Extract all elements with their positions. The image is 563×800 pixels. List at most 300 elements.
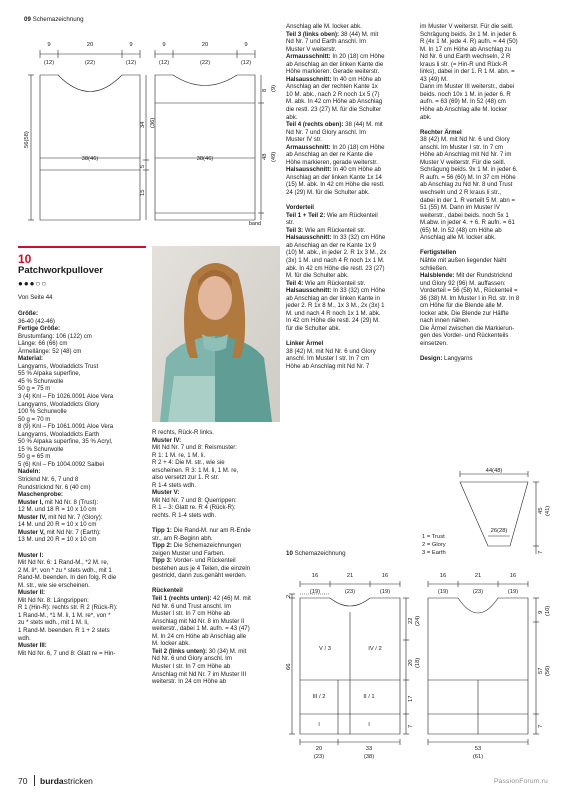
text-line-body: 24 (29) M. für die Schulter abk. bbox=[286, 189, 370, 197]
text-line-body: Anschlag alle M. locker abk. bbox=[420, 234, 496, 242]
text-line bbox=[286, 38, 414, 46]
piece-v3: V / 3 bbox=[319, 646, 331, 652]
text-line-bold: Armausschnitt: bbox=[286, 143, 331, 151]
text-line-body: Mit der Rundstricknd bbox=[454, 272, 513, 280]
text-line-body: In 33 (32) cm Höhe bbox=[331, 287, 386, 295]
text-line bbox=[286, 98, 414, 106]
text-line bbox=[152, 648, 280, 656]
text-line bbox=[286, 181, 414, 189]
dim-10-f-t1b: (19) bbox=[309, 589, 321, 595]
pattern-number: 10 bbox=[18, 252, 32, 266]
text-line-body: 13 M. und 20 R = 10 x 10 cm bbox=[18, 536, 97, 544]
schematic-10-heading bbox=[286, 550, 346, 557]
text-line-body: Die Ärmel zwischen die Markierun- bbox=[420, 324, 515, 332]
text-line-body: Rundstricknd Nr. 6 (40 cm) bbox=[18, 483, 91, 491]
text-line-body: 50 g = 75 m bbox=[18, 385, 51, 393]
dim-09-b-b2: (22) bbox=[199, 60, 211, 66]
text-line bbox=[420, 106, 550, 114]
text-line-body: weiterstr., dabei beids. noch 5x 1 bbox=[420, 211, 509, 219]
text-line bbox=[152, 655, 280, 663]
text-line bbox=[18, 574, 146, 582]
text-line-body: wechseln und 2 R kraus li str., bbox=[420, 189, 501, 197]
text-line-body: gestrickt, dann zus.genäht werden. bbox=[152, 572, 247, 580]
dim-09-height: 56(58) bbox=[24, 131, 30, 148]
text-line-bold: Teil 2 (links unten): bbox=[152, 647, 208, 655]
text-line bbox=[18, 514, 146, 522]
text-line-bold: Halsausschnitt: bbox=[286, 166, 332, 174]
text-line-body: In 40 cm Höhe ab bbox=[331, 75, 382, 83]
text-line bbox=[152, 610, 280, 618]
text-line-body: erscheinen. R 3: 1 M. li, 1 M. re, bbox=[152, 466, 239, 474]
text-line-body: str. bbox=[286, 219, 295, 227]
text-line-body: jeder 2. R 1x 8 M., 1x 3 M., 2x (3x) 1 bbox=[286, 302, 385, 310]
text-line-bold: Material: bbox=[18, 355, 44, 363]
text-line-body: 50 g = 65 m bbox=[18, 453, 51, 461]
text-line-bold: Nadeln: bbox=[18, 468, 41, 476]
text-line bbox=[286, 325, 414, 333]
text-line bbox=[286, 151, 414, 159]
text-line-bold: Muster V: bbox=[152, 489, 180, 497]
text-line-body bbox=[420, 242, 422, 249]
text-line bbox=[152, 678, 280, 686]
text-line bbox=[286, 348, 414, 356]
dim-10-57: 57 bbox=[538, 667, 544, 674]
text-line bbox=[18, 544, 146, 552]
text-line-body bbox=[286, 197, 288, 204]
dim-10-56: (56) bbox=[545, 665, 551, 676]
text-line bbox=[286, 53, 414, 61]
text-line-body: M. für die Schulter abk. bbox=[286, 272, 349, 280]
text-line bbox=[18, 597, 146, 605]
text-line bbox=[420, 332, 550, 340]
text-line-body: und Glory 92 (96) M. auffassen: bbox=[420, 279, 506, 287]
text-line bbox=[18, 619, 146, 627]
text-line bbox=[420, 204, 550, 212]
schematic-09-drawing bbox=[18, 8, 280, 238]
dim-10-b-t3b: (19) bbox=[507, 589, 519, 595]
text-line bbox=[18, 506, 146, 514]
text-line-body: R 1: 1 M. re, 1 M. li. bbox=[152, 451, 206, 459]
dim-09-b-a2: (12) bbox=[158, 60, 170, 66]
text-line-bold: Design: bbox=[420, 355, 443, 363]
text-line-body: Mit Nd Nr. 7 und 8: Reismuster: bbox=[152, 444, 238, 452]
text-line bbox=[18, 325, 146, 333]
sleeve-top-width: 44(48) bbox=[485, 468, 503, 474]
text-line-body: Nd Nr. 7 und Glory anschl. Im bbox=[286, 128, 366, 136]
dim-10-f-b2: 33 bbox=[365, 746, 373, 752]
text-line bbox=[152, 535, 280, 543]
text-line-body: Länge: 66 (66) cm bbox=[18, 340, 68, 348]
text-line bbox=[420, 265, 550, 273]
dim-09-f-a2: (12) bbox=[43, 60, 55, 66]
text-line-body: Muster I str. In 7 cm Höhe ab bbox=[152, 662, 231, 670]
text-line bbox=[420, 121, 550, 129]
sleeve-bottom-width: 26(28) bbox=[490, 528, 508, 534]
dim-10-f-t3b: (19) bbox=[379, 589, 391, 595]
text-line-body: Nd Nr. 6 und Earth wechseln, 2 R bbox=[420, 53, 511, 61]
text-line-body: 36-40 (42-46) bbox=[18, 317, 55, 325]
text-line bbox=[152, 489, 280, 497]
text-line bbox=[420, 91, 550, 99]
text-line bbox=[18, 408, 146, 416]
dim-10-17: 17 bbox=[408, 695, 414, 702]
text-line-body: M. und nach 4 R noch 1x 1 M. abk. bbox=[286, 309, 381, 317]
text-line-body: Stricknd Nr. 6, 7 und 8 bbox=[18, 476, 79, 484]
text-line-body: abk. In 42 cm Höhe die restl. 23 (27) bbox=[286, 264, 385, 272]
text-line bbox=[420, 272, 550, 280]
text-line-body: 30 (34) M. mit bbox=[207, 647, 247, 655]
dim-10-b-t1b: (19) bbox=[437, 589, 449, 595]
legend-glory: 2 = Glory bbox=[422, 542, 446, 548]
text-line-body: Anschlag alle M. locker abk. bbox=[286, 23, 362, 30]
dim-10-18: (18) bbox=[415, 657, 421, 668]
schematic-10-drawing bbox=[286, 562, 552, 762]
text-line bbox=[18, 333, 146, 341]
text-line bbox=[286, 242, 414, 250]
text-line-body: dabei in der 1. R verteilt 5 M. abn = bbox=[420, 196, 516, 204]
text-line bbox=[152, 504, 280, 512]
text-line-bold: Muster III: bbox=[18, 642, 47, 650]
text-line bbox=[18, 612, 146, 620]
dim-09-5: 5 bbox=[140, 164, 146, 168]
text-line-body: M. abk. In 42 cm Höhe ab Anschlag bbox=[286, 98, 383, 106]
text-line bbox=[18, 468, 146, 476]
text-line bbox=[18, 582, 146, 590]
text-line bbox=[286, 317, 414, 325]
model-photo bbox=[152, 246, 280, 422]
text-line bbox=[286, 129, 414, 137]
text-line bbox=[152, 663, 280, 671]
text-line-body: Wie am Rückenteil str. bbox=[303, 226, 366, 234]
text-line bbox=[420, 340, 550, 348]
text-line-body: 10 M. abk., nach 2 R noch 1x 5 (7) bbox=[286, 90, 380, 98]
text-line bbox=[420, 174, 550, 182]
text-line-bold: Fertigstellen bbox=[420, 249, 457, 257]
text-line bbox=[18, 642, 146, 650]
text-line bbox=[18, 635, 146, 643]
text-line bbox=[18, 627, 146, 635]
text-line-body: weiterstr. In 24 cm Höhe ab bbox=[152, 678, 227, 686]
dim-10-66: 66 bbox=[286, 663, 292, 670]
text-line bbox=[420, 129, 550, 137]
text-line bbox=[152, 671, 280, 679]
text-line bbox=[420, 23, 550, 31]
text-line bbox=[286, 355, 414, 363]
text-line bbox=[420, 197, 550, 205]
dim-10-f-t1: 16 bbox=[311, 573, 319, 579]
dim-10-f-b2b: (38) bbox=[363, 754, 375, 760]
text-line bbox=[286, 76, 414, 84]
text-line bbox=[420, 83, 550, 91]
legend-earth: 3 = Earth bbox=[422, 550, 446, 556]
dim-10-b-7: 7 bbox=[538, 724, 544, 728]
text-line-body: M. In 17 cm Höhe ab Anschlag zu bbox=[420, 45, 512, 53]
text-line bbox=[152, 587, 280, 595]
sleeve-length-41: (41) bbox=[545, 505, 551, 516]
text-line bbox=[18, 401, 146, 409]
dim-10-9: 9 bbox=[538, 610, 544, 614]
text-line bbox=[18, 378, 146, 386]
dim-10-2: 2 bbox=[286, 594, 292, 598]
dim-09-f-c: 9 bbox=[129, 42, 133, 48]
piece-iv2: IV / 2 bbox=[368, 646, 382, 652]
dim-10-f-b1b: (23) bbox=[313, 754, 325, 760]
text-line-body: einsetzen. bbox=[420, 339, 448, 347]
text-line bbox=[420, 242, 550, 250]
text-line-body: Nd Nr. 7 und Earth anschl. Im bbox=[286, 38, 366, 46]
text-line bbox=[286, 23, 414, 31]
text-line bbox=[152, 437, 280, 445]
text-line-body: (15) M. abk. In 42 cm Höhe die restl. bbox=[286, 181, 385, 189]
text-line-body: Nähte mit außen liegender Naht bbox=[420, 256, 507, 264]
text-line-body: 38 (44) M. mit bbox=[343, 121, 383, 129]
text-line bbox=[152, 482, 280, 490]
text-line-body: Mit Nd Nr. 6: 1 Rand-M., *2 M. re, bbox=[18, 559, 109, 567]
text-line bbox=[286, 295, 414, 303]
text-line bbox=[152, 618, 280, 626]
text-line bbox=[420, 348, 550, 356]
text-line-body: 42 (46) M. mit bbox=[211, 595, 251, 603]
text-line-bold: Teil 1 (rechts unten): bbox=[152, 595, 212, 603]
text-line-body: M. In 24 cm Höhe ab Anschlag alle bbox=[152, 632, 247, 640]
text-line-body: mit Nd Nr. 7 (Glory): bbox=[46, 513, 103, 521]
text-line-body: M. str., wie sie erscheinen. bbox=[18, 581, 90, 589]
piece-i-b: I bbox=[368, 722, 370, 728]
dim-10-b-b1: 53 bbox=[474, 746, 482, 752]
dim-10-b-t2b: (23) bbox=[472, 589, 484, 595]
text-line bbox=[18, 536, 146, 544]
text-line bbox=[420, 355, 550, 363]
text-line-body: für die Schulter abk. bbox=[286, 324, 341, 332]
text-line bbox=[420, 53, 550, 61]
text-line bbox=[152, 550, 280, 558]
text-line bbox=[18, 604, 146, 612]
text-line-bold: Fertige Größe: bbox=[18, 325, 60, 333]
text-line-bold: Muster II: bbox=[18, 589, 46, 597]
text-line bbox=[18, 529, 146, 537]
text-line-body: cm Höhe für die Blende alle M. bbox=[420, 302, 504, 310]
schematic-09 bbox=[18, 8, 280, 238]
pattern-ref: Von Seite 44 bbox=[18, 294, 53, 301]
text-line-body: Muster V weiterstr. bbox=[286, 45, 337, 53]
text-line bbox=[286, 159, 414, 167]
text-line-body: R rechts, Rück-R links. bbox=[152, 429, 214, 436]
text-line-body: locker abk. Die Blende zur Hälfte bbox=[420, 309, 509, 317]
watermark: PassionForum.ru bbox=[494, 778, 548, 785]
text-line-bold: Halsausschnitt: bbox=[286, 287, 332, 295]
text-line-body: also versetzt zur 1. R str. bbox=[152, 474, 220, 482]
text-line bbox=[286, 219, 414, 227]
text-line bbox=[286, 363, 414, 371]
text-line bbox=[18, 461, 146, 469]
dim-10-10: (10) bbox=[545, 605, 551, 616]
text-line bbox=[286, 280, 414, 288]
text-line-body: 3 (4) Knl – Fb 1026.0091 Aloe Vera bbox=[18, 393, 114, 401]
dim-10-b-t1: 16 bbox=[439, 573, 447, 579]
text-line-body: str., am R-Beginn abh. bbox=[152, 534, 213, 542]
text-line-body: Brustumfang: 106 (122) cm bbox=[18, 332, 92, 340]
text-line-body: R 2 + 4: Die M. str., wie sie bbox=[152, 459, 225, 467]
text-line-bold: Vorderteil bbox=[286, 204, 314, 212]
legend-trust: 1 = Trust bbox=[422, 534, 445, 540]
text-line bbox=[18, 499, 146, 507]
text-line-body: abk. bbox=[286, 113, 298, 121]
text-line-body: Höhe ab Anschlag mit Nd Nr. 7 im bbox=[420, 151, 512, 159]
text-line bbox=[286, 227, 414, 235]
sleeve-schematic bbox=[420, 468, 550, 558]
dim-10-24: (24) bbox=[415, 615, 421, 626]
text-line-body: M. locker abk. bbox=[152, 640, 190, 648]
text-line-body: In 40 cm Höhe ab bbox=[331, 166, 382, 174]
text-line-body: Anschlag an der rechten Kante 1x bbox=[286, 83, 378, 91]
text-line bbox=[18, 438, 146, 446]
text-line-body: wdh. bbox=[18, 634, 31, 642]
sleeve-length-45: 45 bbox=[538, 507, 544, 514]
dim-09-48: 48 bbox=[262, 153, 268, 160]
text-line bbox=[152, 452, 280, 460]
brand-logo bbox=[40, 776, 93, 786]
text-line-body: Anschlag an der linken Kante 1x 14 bbox=[286, 173, 382, 181]
text-line-body: ab Anschlag an der linken Kante in bbox=[286, 294, 380, 302]
text-line bbox=[152, 444, 280, 452]
text-line bbox=[18, 446, 146, 454]
text-line bbox=[286, 204, 414, 212]
text-line-body: abk. bbox=[420, 113, 432, 121]
text-line-body: 1 Rand-M. beenden. R 1 + 2 stets bbox=[18, 626, 110, 634]
text-line bbox=[420, 189, 550, 197]
text-line-body: Dann im Muster III weiterstr., dabei bbox=[420, 83, 515, 91]
text-line bbox=[286, 332, 414, 340]
text-line-bold: Tipp 3: bbox=[152, 557, 172, 565]
dim-10-22: 22 bbox=[408, 617, 414, 624]
section-rule bbox=[18, 246, 146, 248]
dim-09-b-c: 9 bbox=[244, 42, 248, 48]
text-line-bold: Teil 3: bbox=[286, 226, 304, 234]
text-line bbox=[420, 166, 550, 174]
text-line bbox=[18, 318, 146, 326]
dim-09-36: (36) bbox=[150, 117, 156, 128]
text-line-body: bestehen aus je 4 Teilen, die einzeln bbox=[152, 564, 251, 572]
text-line-body: zeigen Muster und Farben. bbox=[152, 549, 225, 557]
text-line-body: nach innen nähen. bbox=[420, 317, 471, 325]
dim-09-34: 34 bbox=[140, 121, 146, 128]
text-line bbox=[286, 257, 414, 265]
text-line-bold: Maschenprobe: bbox=[18, 491, 64, 499]
text-line-body: 55 % Alpaka superfine, bbox=[18, 370, 81, 378]
text-line bbox=[420, 234, 550, 242]
text-line-body: R aufn. = 56 (60) M. In 37 cm Höhe bbox=[420, 173, 516, 181]
brand-bold: burda bbox=[40, 776, 64, 786]
text-line-body: Langyarns, Wooladdicts Earth bbox=[18, 430, 100, 438]
text-line bbox=[286, 31, 414, 39]
text-line bbox=[18, 340, 146, 348]
text-line-body bbox=[152, 580, 154, 587]
text-line-body: 51 (55) M. Dann im Muster IV bbox=[420, 204, 500, 212]
dim-09-15: 15 bbox=[140, 189, 146, 196]
text-line-bold: Muster IV: bbox=[152, 436, 182, 444]
text-line-body: Nd Nr. 6 und Trust anschl. Im bbox=[152, 602, 231, 610]
text-line bbox=[420, 136, 550, 144]
text-line-body: kraus li str. (= Hin-R und Rück-R bbox=[420, 60, 508, 68]
model-photo-illustration bbox=[152, 246, 280, 422]
text-line bbox=[420, 144, 550, 152]
text-line-body: 14 M. und 20 R = 10 x 10 cm bbox=[18, 521, 97, 529]
text-line-body: Langyarns, Wooladdicts Glory bbox=[18, 400, 100, 408]
piece-ii1: II / 1 bbox=[363, 694, 375, 700]
text-line bbox=[420, 257, 550, 265]
text-line-body bbox=[18, 544, 20, 551]
text-line-body: 50 g = 70 m bbox=[18, 415, 51, 423]
text-line bbox=[286, 249, 414, 257]
text-line bbox=[420, 68, 550, 76]
text-line-body: 38 (44) M. mit bbox=[339, 30, 379, 38]
text-line-body: 36 (38) M. Im Muster I in Rd. str. In 8 bbox=[420, 294, 520, 302]
text-line bbox=[18, 370, 146, 378]
text-line-body: Vorderteil = 56 (58) M., Rückenteil = bbox=[420, 287, 518, 295]
text-line bbox=[286, 136, 414, 144]
text-line-body: (65) M. In 52 (48) cm Höhe ab bbox=[420, 226, 502, 234]
text-line bbox=[420, 38, 550, 46]
text-line-bold: Muster IV, bbox=[18, 513, 47, 521]
text-line-body: weiterstr., dabei 1 M. aufn. = 43 (47) bbox=[152, 625, 250, 633]
text-line bbox=[420, 280, 550, 288]
text-line-bold: Tipp 1: bbox=[152, 527, 172, 535]
text-line bbox=[286, 114, 414, 122]
text-line bbox=[286, 340, 414, 348]
text-line-body: zu * stets wdh., mit 1 M. li, bbox=[18, 619, 89, 627]
text-line-body: Schrägung beids. 3x 1 M. in jeder 6. bbox=[420, 30, 518, 38]
text-line-body: R 1-4 stets wdh. bbox=[152, 481, 197, 489]
text-line-body: (10) M. abk., in jeder 2. R 1x 3 M., 2x bbox=[286, 249, 387, 257]
text-line bbox=[420, 249, 550, 257]
text-line-bold: Halsausschnitt: bbox=[286, 75, 332, 83]
text-line-body: 38 (42) M. mit Nd Nr. 6 und Glory bbox=[420, 136, 510, 144]
schematic-10-number: 10 bbox=[286, 550, 293, 557]
text-line-body: mit Nd Nr. 8 (Trust): bbox=[43, 498, 99, 506]
text-line bbox=[18, 453, 146, 461]
text-line bbox=[152, 429, 280, 437]
text-line bbox=[420, 151, 550, 159]
piece-i-a: I bbox=[318, 722, 320, 728]
text-line bbox=[18, 484, 146, 492]
text-line bbox=[286, 272, 414, 280]
dim-09-49: (49) bbox=[271, 151, 277, 162]
text-line bbox=[286, 106, 414, 114]
text-line-body: Muster I str. In 7 cm Höhe ab bbox=[152, 610, 231, 618]
text-line-body: In 42 cm Höhe die restl. 24 (29) M. bbox=[286, 317, 380, 325]
text-line-body: aufn. = 63 (69) M. In 52 (48) cm bbox=[420, 98, 506, 106]
dim-10-7: 7 bbox=[408, 724, 414, 728]
text-line-bold: Rückenteil bbox=[152, 587, 183, 595]
text-line bbox=[18, 423, 146, 431]
instructions-middle-column bbox=[152, 429, 280, 686]
text-line-body: Schrägung beids. 9x 1 M. in jeder 6. bbox=[420, 166, 518, 174]
instructions-column-4 bbox=[420, 23, 550, 363]
text-line bbox=[420, 287, 550, 295]
text-line-body bbox=[420, 121, 422, 128]
text-line-body: 5 (6) Knl – Fb 1004.0092 Salbei bbox=[18, 460, 105, 468]
text-line bbox=[152, 572, 280, 580]
dim-10-f-b1: 20 bbox=[315, 746, 323, 752]
text-line-bold: Halsausschnitt: bbox=[286, 234, 332, 242]
text-line-body: 45 % Schurwolle bbox=[18, 377, 64, 385]
text-line-body: 8 (9) Knl – Fb 1061.0091 Aloe Vera bbox=[18, 423, 114, 431]
text-line-bold: Muster I: bbox=[18, 551, 44, 559]
text-line-body: Höhe markieren, gerade weiterstr. bbox=[286, 158, 378, 166]
text-line-body: R (4x 1 M. jede 4. R) aufn. = 44 (50) bbox=[420, 38, 518, 46]
text-line-bold: Tipp 2: bbox=[152, 542, 172, 550]
text-line-body: Mit Nd Nr. 6, 7 und 8: Glatt re = Hin- bbox=[18, 649, 116, 657]
